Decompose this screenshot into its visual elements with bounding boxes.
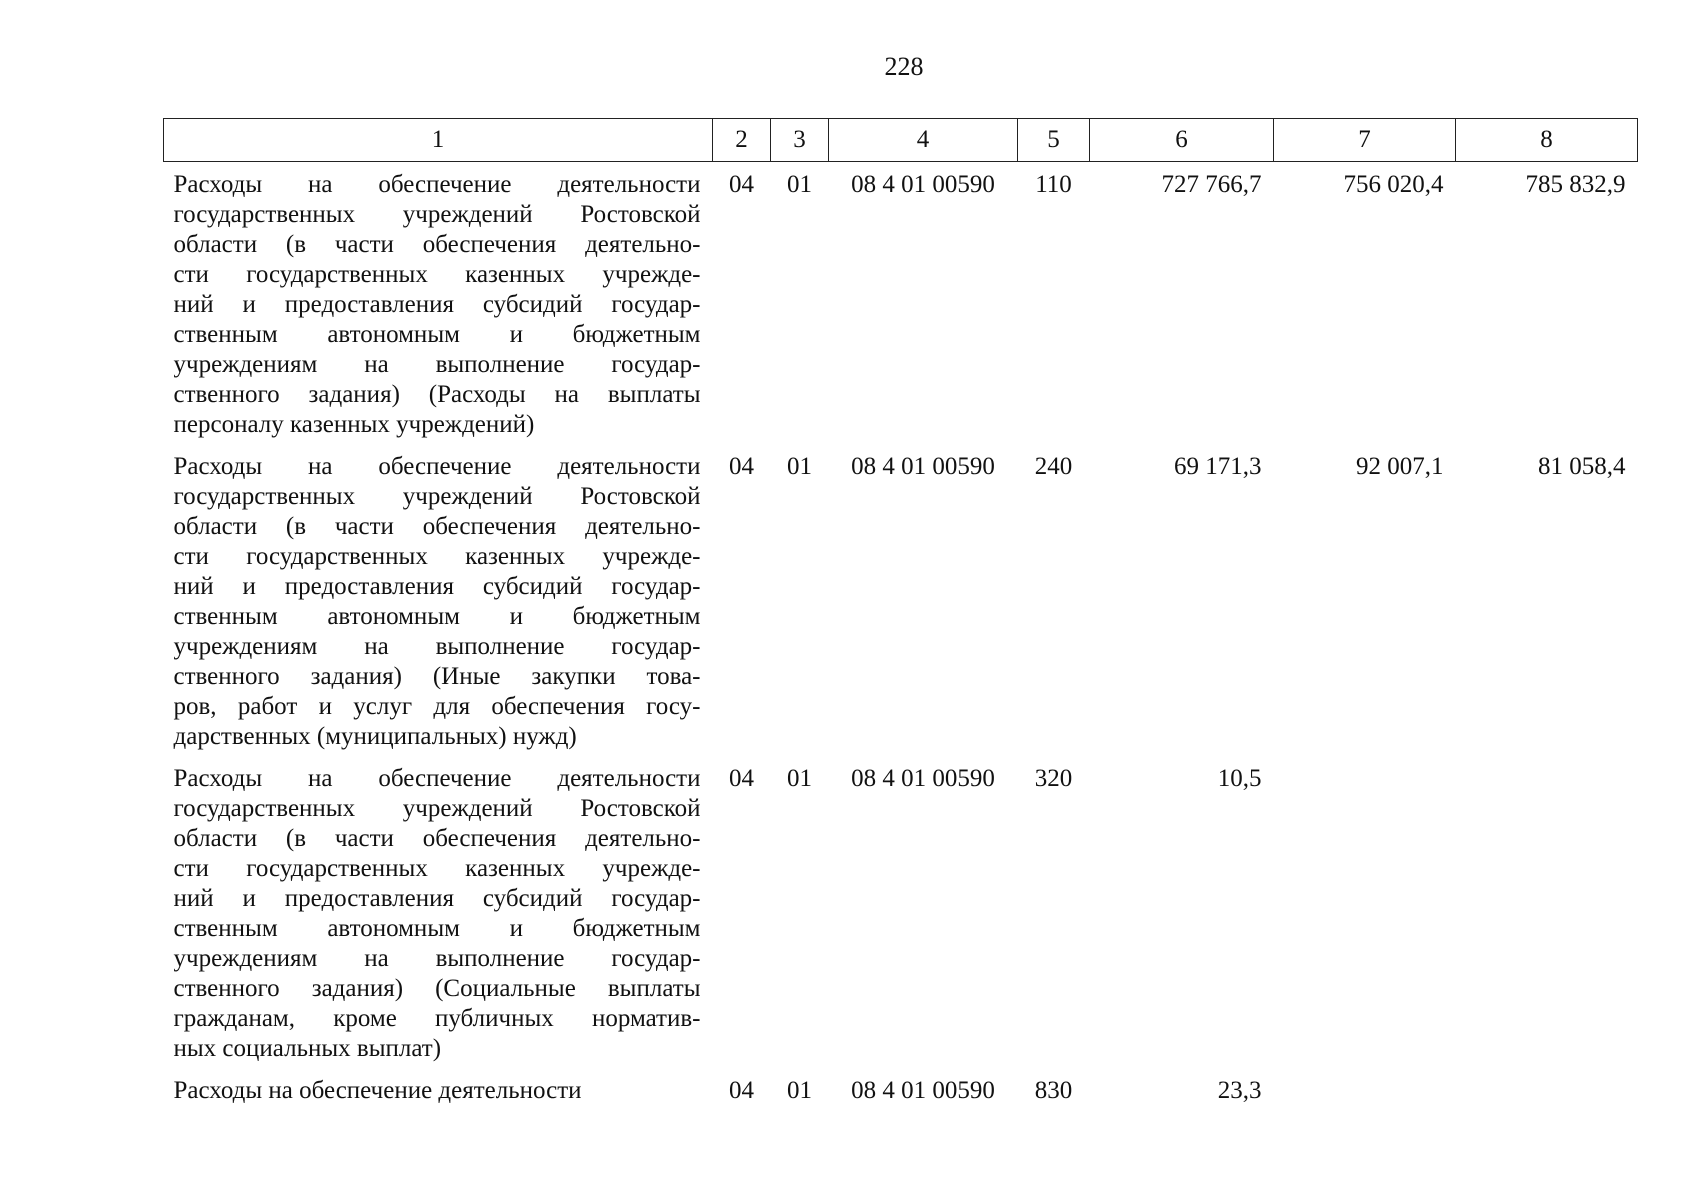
- description-line: государственных учреждений Ростовской: [173, 483, 701, 510]
- header-col-1: 1: [164, 119, 713, 162]
- description-line: сти государственных казенных учрежде-: [173, 261, 701, 288]
- razdel-cell: 04: [729, 1077, 754, 1104]
- expense-type-cell: 240: [1034, 453, 1073, 480]
- description-line: ний и предоставления субсидий государ-: [173, 885, 701, 912]
- description-line: учреждениям на выполнение государ-: [173, 945, 701, 972]
- amount-year2-cell: 756 020,4: [1343, 171, 1444, 198]
- description-line: государственных учреждений Ростовской: [173, 795, 701, 822]
- description-line: учреждениям на выполнение государ-: [173, 351, 701, 378]
- podrazdel-cell: 01: [787, 765, 812, 792]
- row-description: [164, 764, 713, 1076]
- description-line: Расходы на обеспечение деятельности: [173, 1077, 582, 1104]
- expense-type-cell: 830: [1034, 1077, 1073, 1104]
- description-line: ных социальных выплат): [173, 1035, 442, 1062]
- table-row: [164, 1076, 1638, 1118]
- header-col-5: 5: [1018, 119, 1090, 162]
- description-line: персоналу казенных учреждений): [173, 411, 535, 438]
- header-col-6: 6: [1090, 119, 1274, 162]
- podrazdel-cell: 01: [787, 453, 812, 480]
- razdel-cell: 04: [729, 171, 754, 198]
- expense-type-cell: 110: [1035, 171, 1072, 198]
- description-line: области (в части обеспечения деятельно-: [173, 825, 701, 852]
- target-article-cell: 08 4 01 00590: [851, 453, 995, 480]
- description-line: Расходы на обеспечение деятельности: [173, 171, 701, 198]
- table-row: [164, 764, 1638, 1076]
- amount-year3-cell: [1456, 1076, 1638, 1118]
- amount-year3-cell: 785 832,9: [1525, 171, 1626, 198]
- description-line: ственным автономным и бюджетным: [173, 603, 701, 630]
- description-line: Расходы на обеспечение деятельности: [173, 765, 701, 792]
- amount-year1-cell: 10,5: [1217, 765, 1262, 792]
- row-description: [164, 1076, 713, 1118]
- description-line: ственного задания) (Расходы на выплаты: [173, 381, 701, 408]
- amount-year1-cell: 727 766,7: [1161, 171, 1262, 198]
- description-line: Расходы на обеспечение деятельности: [173, 453, 701, 480]
- table-header-row: [164, 119, 1638, 162]
- expense-type-cell: 320: [1034, 765, 1073, 792]
- table-row: [164, 162, 1638, 453]
- amount-year3-cell: 81 058,4: [1538, 453, 1626, 480]
- description-line: ственного задания) (Социальные выплаты: [173, 975, 701, 1002]
- podrazdel-cell: 01: [787, 171, 812, 198]
- target-article-cell: 08 4 01 00590: [851, 171, 995, 198]
- row-description: [164, 452, 713, 764]
- description-line: гражданам, кроме публичных норматив-: [173, 1005, 701, 1032]
- description-line: ственного задания) (Иные закупки това-: [173, 663, 701, 690]
- header-col-2: 2: [713, 119, 771, 162]
- header-col-4: 4: [829, 119, 1018, 162]
- amount-year3-cell: [1456, 764, 1638, 1076]
- podrazdel-cell: 01: [787, 1077, 812, 1104]
- description-line: ственным автономным и бюджетным: [173, 321, 701, 348]
- header-col-8: 8: [1456, 119, 1638, 162]
- amount-year1-cell: 69 171,3: [1174, 453, 1262, 480]
- description-line: дарственных (муниципальных) нужд): [173, 723, 577, 750]
- description-line: учреждениям на выполнение государ-: [173, 633, 701, 660]
- description-line: государственных учреждений Ростовской: [173, 201, 701, 228]
- description-line: ний и предоставления субсидий государ-: [173, 291, 701, 318]
- amount-year2-cell: [1274, 764, 1456, 1076]
- description-line: области (в части обеспечения деятельно-: [173, 231, 701, 258]
- target-article-cell: 08 4 01 00590: [851, 1077, 995, 1104]
- description-line: области (в части обеспечения деятельно-: [173, 513, 701, 540]
- row-description: [164, 162, 713, 453]
- table-body: [164, 162, 1638, 1119]
- description-line: ний и предоставления субсидий государ-: [173, 573, 701, 600]
- razdel-cell: 04: [729, 453, 754, 480]
- budget-table: [163, 118, 1638, 1118]
- razdel-cell: 04: [729, 765, 754, 792]
- description-line: сти государственных казенных учрежде-: [173, 855, 701, 882]
- table-row: [164, 452, 1638, 764]
- description-line: ственным автономным и бюджетным: [173, 915, 701, 942]
- amount-year2-cell: [1274, 1076, 1456, 1118]
- target-article-cell: 08 4 01 00590: [851, 765, 995, 792]
- page-number: 228: [884, 52, 924, 81]
- amount-year1-cell: 23,3: [1217, 1077, 1262, 1104]
- amount-year2-cell: 92 007,1: [1356, 453, 1444, 480]
- description-line: ров, работ и услуг для обеспечения госу-: [173, 693, 701, 720]
- header-col-3: 3: [771, 119, 829, 162]
- description-line: сти государственных казенных учрежде-: [173, 543, 701, 570]
- header-col-7: 7: [1274, 119, 1456, 162]
